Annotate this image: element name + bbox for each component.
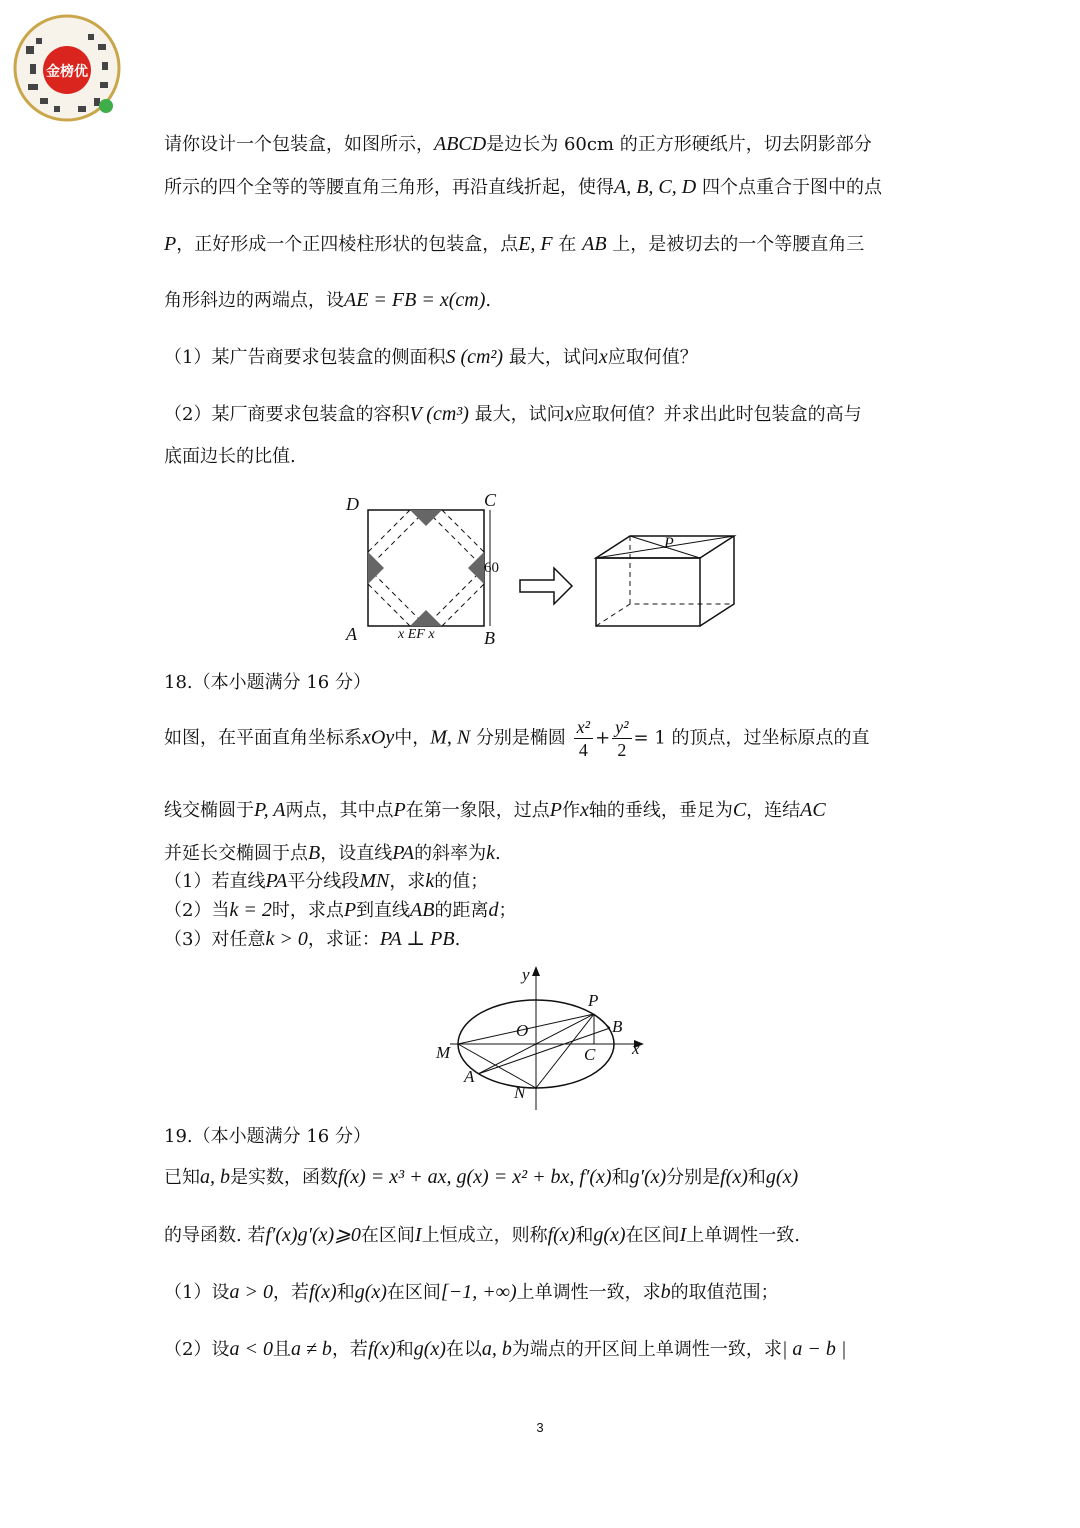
label-P: P xyxy=(664,535,674,552)
q18-title: 18.（本小题满分 16 分） xyxy=(164,672,371,693)
label-y: y xyxy=(522,965,530,984)
q17-line3: P，正好形成一个正四棱柱形状的包装盒，点E, F 在 AB 上，是被切去的一个等腰直角三 xyxy=(164,233,865,255)
q17-line4: 角形斜边的两端点，设AE = FB = x(cm). xyxy=(164,289,492,311)
label-side: 60 xyxy=(484,560,499,576)
logo-text: 金榜优 xyxy=(46,64,88,80)
label-O: O xyxy=(516,1021,529,1040)
q19-line1: 已知a, b是实数，函数f(x) = x³ + ax, g(x) = x² + bx, f′(x)和g′(x)分别是f(x)和g(x) xyxy=(164,1166,799,1188)
label-C18: C xyxy=(584,1045,596,1064)
q19-title: 19.（本小题满分 16 分） xyxy=(164,1126,371,1147)
label-A: A xyxy=(346,624,357,644)
q17-line1: 请你设计一个包装盒，如图所示，ABCD是边长为 60cm 的正方形硬纸片，切去阴影部分 xyxy=(164,133,872,155)
q18-line1: 如图，在平面直角坐标系xOy中，M, N 分别是椭圆 $\frac{\text{x²}}{4}$ + $\frac{\text{y²}}{2}$ = 1 的顶点，过坐标原点的直 xyxy=(164,717,870,760)
q19-sub1: （1）设a > 0，若f(x)和g(x)在区间[−1, +∞)上单调性一致，求b的取值范围； xyxy=(164,1281,779,1303)
page-number: 3 xyxy=(536,1420,544,1435)
logo-badge xyxy=(8,6,126,126)
q18-line2: 线交椭圆于P, A两点，其中点P在第一象限，过点P作x轴的垂线，垂足为C，连结AC xyxy=(164,799,826,821)
label-P18: P xyxy=(588,991,599,1010)
q17-part2: （2）某厂商要求包装盒的容积V (cm³) 最大，试问x应取何值？并求出此时包装盒的高与 xyxy=(164,403,862,425)
q19-line2: 的导函数. 若f′(x)g′(x)⩾0在区间I上恒成立，则称f(x)和g(x)在区间I上单调性一致. xyxy=(164,1224,800,1246)
q19-sub2: （2）设a < 0且a ≠ b，若f(x)和g(x)在以a, b为端点的开区间上单调性一致，求| a − b | xyxy=(164,1338,847,1360)
label-x: x xyxy=(632,1039,640,1058)
label-B: B xyxy=(484,628,495,648)
q18-figure xyxy=(430,962,650,1112)
q17-part2-cont: 底面边长的比值. xyxy=(164,446,296,467)
label-A18: A xyxy=(464,1067,475,1086)
q17-part1: （1）某广告商要求包装盒的侧面积S (cm²) 最大，试问x应取何值？ xyxy=(164,346,698,368)
label-bottom: x EF x xyxy=(398,627,435,642)
label-B18: B xyxy=(612,1017,623,1036)
fraction-y: $\frac{\text{y²}}{2}$ xyxy=(612,716,631,761)
q18-sub3: （3）对任意k > 0，求证：PA ⊥ PB. xyxy=(164,928,461,950)
q18-sub2: （2）当k = 2时，求点P到直线AB的距离d； xyxy=(164,899,517,921)
q18-sub1: （1）若直线PA平分线段MN，求k的值； xyxy=(164,870,489,892)
q17-line2: 所示的四个全等的等腰直角三角形，再沿直线折起，使得A, B, C, D 四个点重合于图中的点 xyxy=(164,176,882,198)
label-D: D xyxy=(346,494,359,514)
q18-line3: 并延长交椭圆于点B，设直线PA的斜率为k. xyxy=(164,842,501,864)
label-C: C xyxy=(484,490,497,510)
label-N: N xyxy=(514,1083,526,1102)
fraction-x: $\frac{\text{x²}}{4}$ xyxy=(574,716,593,761)
q17-figure xyxy=(340,488,740,648)
label-M: M xyxy=(436,1043,451,1062)
